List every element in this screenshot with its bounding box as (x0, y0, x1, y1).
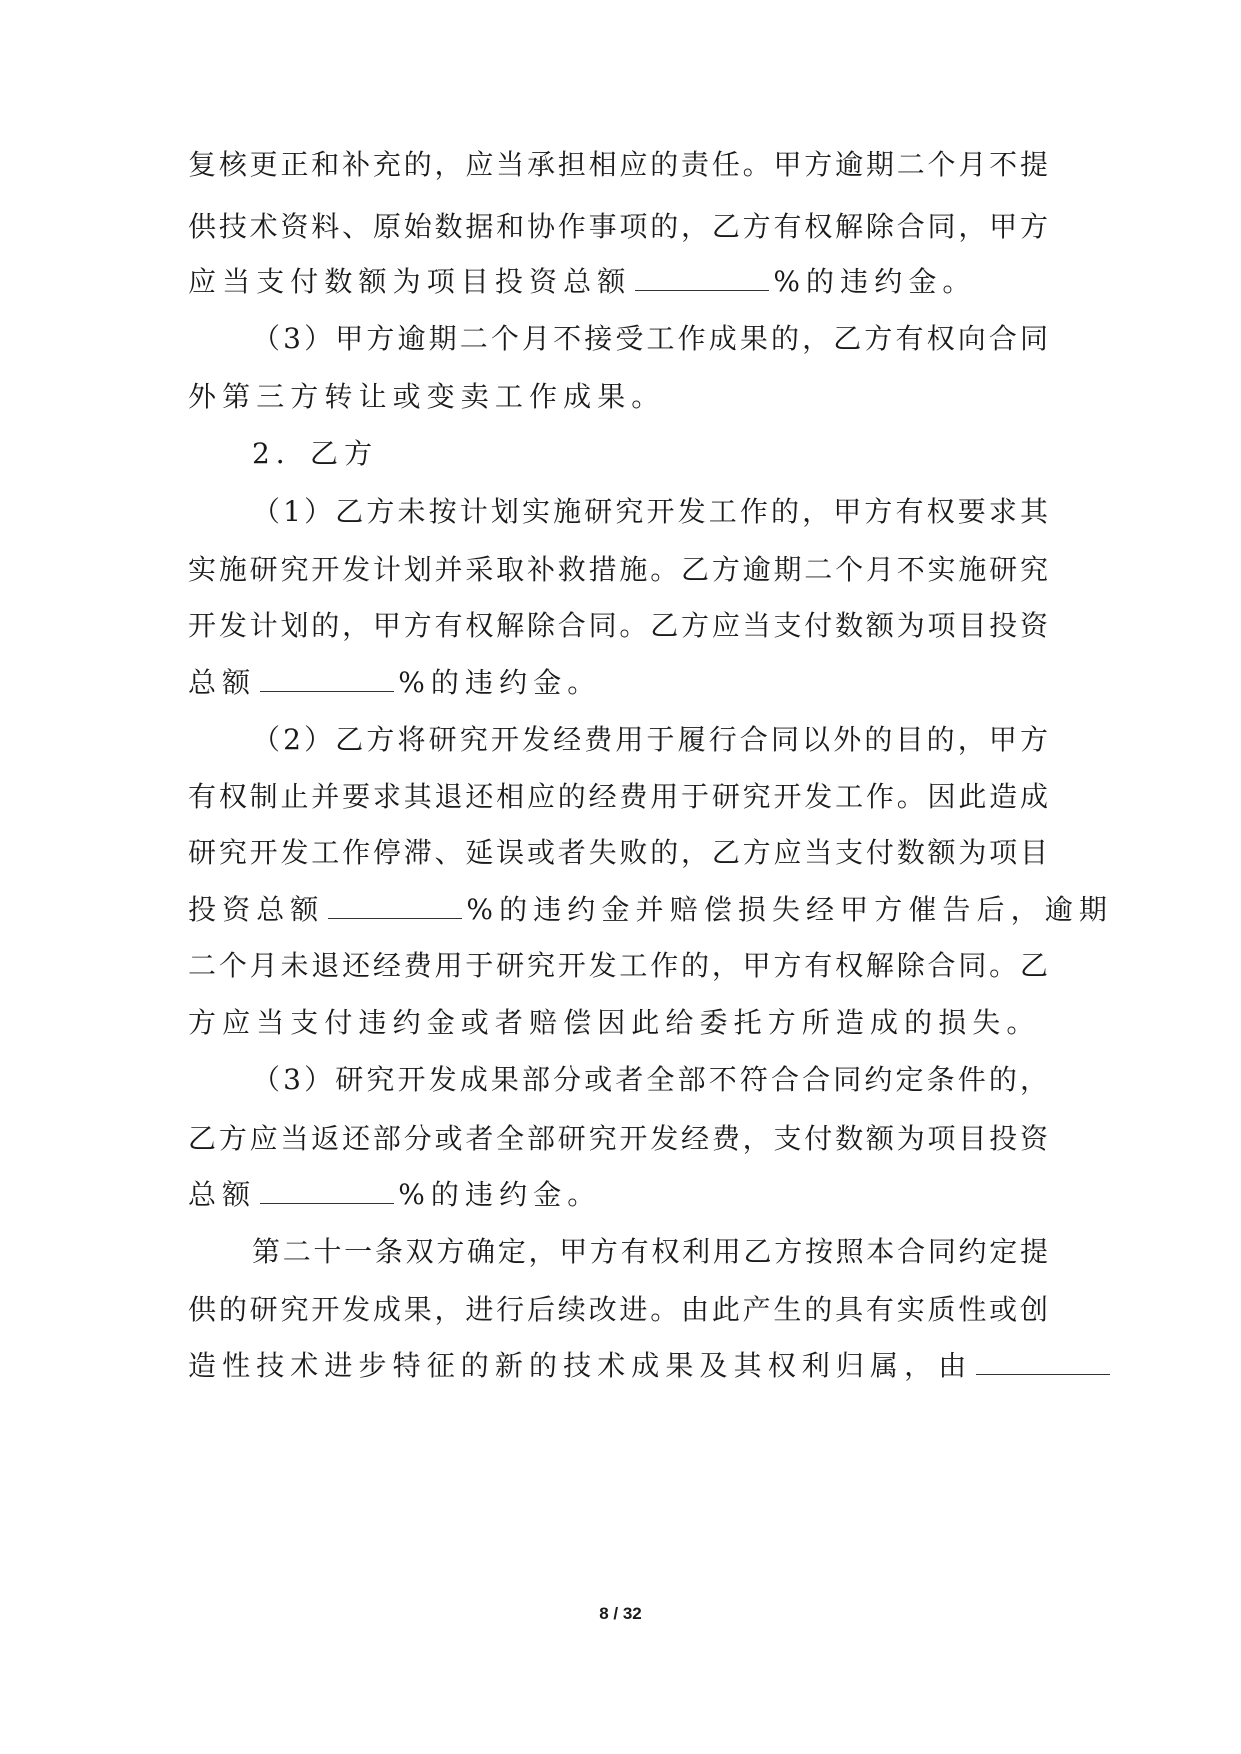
paragraph-6-text-before-blank: 造性技术进步特征的新的技术成果及其权利归属，由 (188, 1349, 973, 1382)
paragraph-4-line-4 (188, 890, 1113, 930)
fill-in-blank (260, 1177, 394, 1204)
paragraph-2-line-2: 外第三方转让或变卖工作成果。 (188, 380, 666, 413)
paragraph-5-line-1: （3）研究开发成果部分或者全部不符合合同约定条件的， (252, 1063, 1048, 1096)
fill-in-blank (976, 1348, 1110, 1375)
paragraph-1-text-before-blank: 应当支付数额为项目投资总额 (188, 265, 632, 298)
paragraph-4-line-2: 有权制止并要求其退还相应的经费用于研究开发工作。因此造成 (188, 780, 1048, 813)
paragraph-4-line-5: 二个月未退还经费用于研究开发工作的，甲方有权解除合同。乙 (188, 949, 1048, 982)
paragraph-4-text-after-blank: %的违约金并赔偿损失经甲方催告后，逾期 (466, 893, 1113, 926)
paragraph-3-text-after-blank: %的违约金。 (398, 666, 602, 699)
paragraph-4-line-1: （2）乙方将研究开发经费用于履行合同以外的目的，甲方 (252, 723, 1048, 756)
paragraph-1-text-after-blank: %的违约金。 (773, 265, 977, 298)
paragraph-3-text-before-blank: 总额 (188, 666, 257, 699)
paragraph-1-line-3 (188, 262, 977, 302)
paragraph-4-line-3: 研究开发工作停滞、延误或者失败的，乙方应当支付数额为项目 (188, 836, 1048, 869)
paragraph-6-line-2: 供的研究开发成果，进行后续改进。由此产生的具有实质性或创 (188, 1293, 1048, 1326)
paragraph-5-line-2: 乙方应当返还部分或者全部研究开发经费，支付数额为项目投资 (188, 1122, 1048, 1155)
fill-in-blank (635, 264, 769, 291)
paragraph-5-text-before-blank: 总额 (188, 1178, 257, 1211)
paragraph-5-line-3 (188, 1175, 601, 1215)
fill-in-blank (260, 665, 394, 692)
paragraph-3-line-4 (188, 663, 601, 703)
page-number: 8 / 32 (599, 1604, 642, 1623)
paragraph-6-line-1: 第二十一条双方确定，甲方有权利用乙方按照本合同约定提 (252, 1235, 1048, 1268)
paragraph-1-line-2: 供技术资料、原始数据和协作事项的，乙方有权解除合同，甲方 (188, 210, 1048, 243)
fill-in-blank (328, 892, 462, 919)
paragraph-3-line-1: （1）乙方未按计划实施研究开发工作的，甲方有权要求其 (252, 495, 1048, 528)
paragraph-4-line-6: 方应当支付违约金或者赔偿因此给委托方所造成的损失。 (188, 1006, 1041, 1039)
section-heading-party-b: 2．乙方 (252, 437, 379, 470)
paragraph-2-line-1: （3）甲方逾期二个月不接受工作成果的，乙方有权向合同 (252, 322, 1048, 355)
paragraph-3-line-3: 开发计划的，甲方有权解除合同。乙方应当支付数额为项目投资 (188, 609, 1048, 642)
paragraph-3-line-2: 实施研究开发计划并采取补救措施。乙方逾期二个月不实施研究 (188, 553, 1048, 586)
paragraph-1-line-1: 复核更正和补充的，应当承担相应的责任。甲方逾期二个月不提 (188, 148, 1048, 181)
paragraph-4-text-before-blank: 投资总额 (188, 893, 325, 926)
paragraph-6-line-3 (188, 1346, 1114, 1386)
paragraph-5-text-after-blank: %的违约金。 (398, 1178, 602, 1211)
